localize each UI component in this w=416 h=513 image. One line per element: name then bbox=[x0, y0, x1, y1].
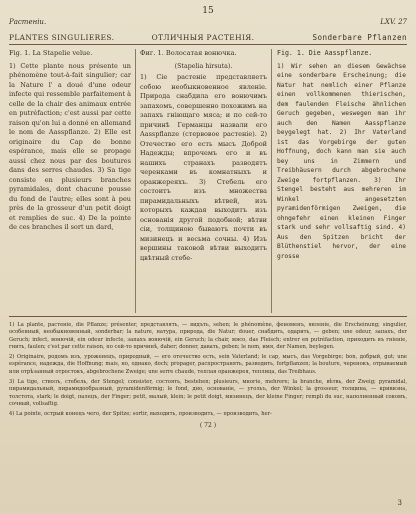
signature-mark: ( 72 ) bbox=[199, 421, 217, 429]
body-french: 1) Cette plante nous présente un phénomène tout-à-fait singulier; car la Nature l' a doué d'une odeur infecte qui ressemble parfaitement à celle de la chair des animaux entrée en putréfaction; c'est aussi par cette raison qu'on lui a donné en allemand le nom de Aasspflanze. 2) Elle est originaire du Cap de bonne espérance, mais elle se propage aussi chez nous par des boutures dans des serres chaudes. 3) Sa tige consiste en plusieurs branches pyramidales, dont chacune pousse du fond de l'autre; elles sont à peu près de la grosseur d'un petit doigt et remplies de suc. 4) De la pointe de ces branches il sort un dard, bbox=[9, 61, 131, 231]
figure-caption-german: Fig. 1. Die Aasspflanze. bbox=[277, 49, 373, 57]
footnote-1: 1) La plante, растеніе, die Pflanze; présenter, представлять, — видъть, sehen; le phénomène, феноменъ, явленіе, die Erscheinung; singulier, особенный, необыкновенный, sonderbar; la nature, натура, природа, die Natur; douer, снабдить, одарить, — geben; une odeur, запахъ, der Geruch; infect, вонючій, ein odeur infecte, запахъ вонючій, ein Geruch; la chair, мясо, das Fleisch; entrer en putréfaction, приходить въ гніеніе, гнить, faulen; c'est par cette raison, по сей-то причинѣ, daher; donner, давать, geben; le nom, имя, der Namen, beylegen. bbox=[9, 322, 407, 350]
figure-subcaption-russian: (Stapelia hirsuta). bbox=[174, 62, 233, 70]
page-footer bbox=[9, 421, 407, 507]
title-russian: ОТЛИЧНЫЯ РАСТЕНІЯ. bbox=[151, 33, 255, 42]
title-french: PLANTES SINGULIERES. bbox=[9, 33, 115, 42]
text-columns bbox=[9, 49, 407, 313]
column-german bbox=[272, 49, 406, 313]
footnote-2: 2) Originaire, родомъ изъ, уроженецъ, природный, — его отечество есть, sein Vaterland; le cap, мысъ, das Vorgebirge; bon, добрый, gut; une espérance, надежда, die Hoffnung; mais, но, однако, doch; propager, распространять, разводить, fortpflanzen; la bouture, черенокъ, отрываемый или отрѣзанный отростокъ, abgebrochene Zweige; une serre chaude, теплая оранжерея, теплица, das Treibhaus. bbox=[9, 354, 407, 375]
body-russian: 1) Сіе растеніе представляетъ собою необыкновенное явленіе. Природа снабдила его вонючимъ запахомъ, совершенно похожимъ на запахъ гніющаго мяса; и по сей-то причинѣ Германцы назвали его Aasspflanze (стервовое растеніе). 2) Отечество его есть мысъ Доброй Надежды; впрочемъ его и въ нашихъ странахъ разводятъ черенками въ комнатныхъ и оранжереяхъ. 3) Стебель его состоитъ изъ множества пирамидальныхъ вѣтвей, изъ которыхъ каждая выходитъ изъ основанія другой подобной; вѣтви сіи, толщиною бываютъ почти въ мизинецъ и весьма сочны. 4) Изъ вершины таковой вѣтви выходитъ цвѣтный стебе- bbox=[140, 73, 267, 262]
title-german: Sonderbare Pflanzen bbox=[312, 33, 407, 42]
body-german: 1) Wir sehen an diesem Gewächse eine sonderbare Erscheinung; die Natur hat nemlich einer Pflanze einen vollkommenen thierischen, dem faulenden Fleische ähnlichen Geruch gegeben, weswegen man ihr auch den Namen Aasspflanze beygelegt hat. 2) Ihr Vaterland ist das Vorgebirge der guten Hoffnung, doch kann man sie auch bey uns in Zimmern und Treibhäusern durch abgebrochene Zweige fortpflanzen. 3) Ihr Stengel besteht aus mehreren im Winkel angesetzten pyramidenförmigen Zweigen, die ohngefehr einen kleinen Finger stark und sehr vollsaftig sind. 4) Aus den Spitzen bricht der Blüthenstiel hervor, der eine grosse bbox=[277, 62, 406, 260]
figure-caption-russian: Фиг. 1. Волосатая вонючка. bbox=[140, 49, 237, 57]
catchword: 3 bbox=[397, 499, 402, 507]
running-head-left: Растеніи. bbox=[9, 18, 47, 26]
running-heads bbox=[9, 17, 407, 27]
running-head-center bbox=[142, 17, 275, 27]
running-head-right: LXV. 27 bbox=[380, 18, 408, 26]
figure-caption-french: Fig. 1. La Stapelie velue. bbox=[9, 49, 93, 57]
page-number: 15 bbox=[202, 6, 214, 16]
footnotes bbox=[9, 316, 407, 419]
section-titles bbox=[9, 27, 407, 45]
footnote-4: 4) La pointe, острый конецъ чего, der Spitze; sortir, выходить, производить, — производить, her- bbox=[9, 411, 272, 418]
column-russian bbox=[136, 49, 272, 313]
column-french bbox=[9, 49, 136, 313]
footnote-3: 3) La tige, стволъ, стебель, der Stengel; consister, состоять, bestehen; plusieurs, многіе, mehrere; la branche, вѣтвь, der Zweig; pyramidal, пирамидальный, пирамидообразный, pyramidenförmig; le fond, дно, основаніе, — угольъ, der Winkel; la grosseur, толщина, — кривизна, толстота, stark; le doigt, палецъ, der Finger; petit, малый, klein; le petit doigt, мизинецъ, der kleine Finger; rempli du suc, наполненный сокомъ, сочный, vollsaftig. bbox=[9, 379, 407, 407]
